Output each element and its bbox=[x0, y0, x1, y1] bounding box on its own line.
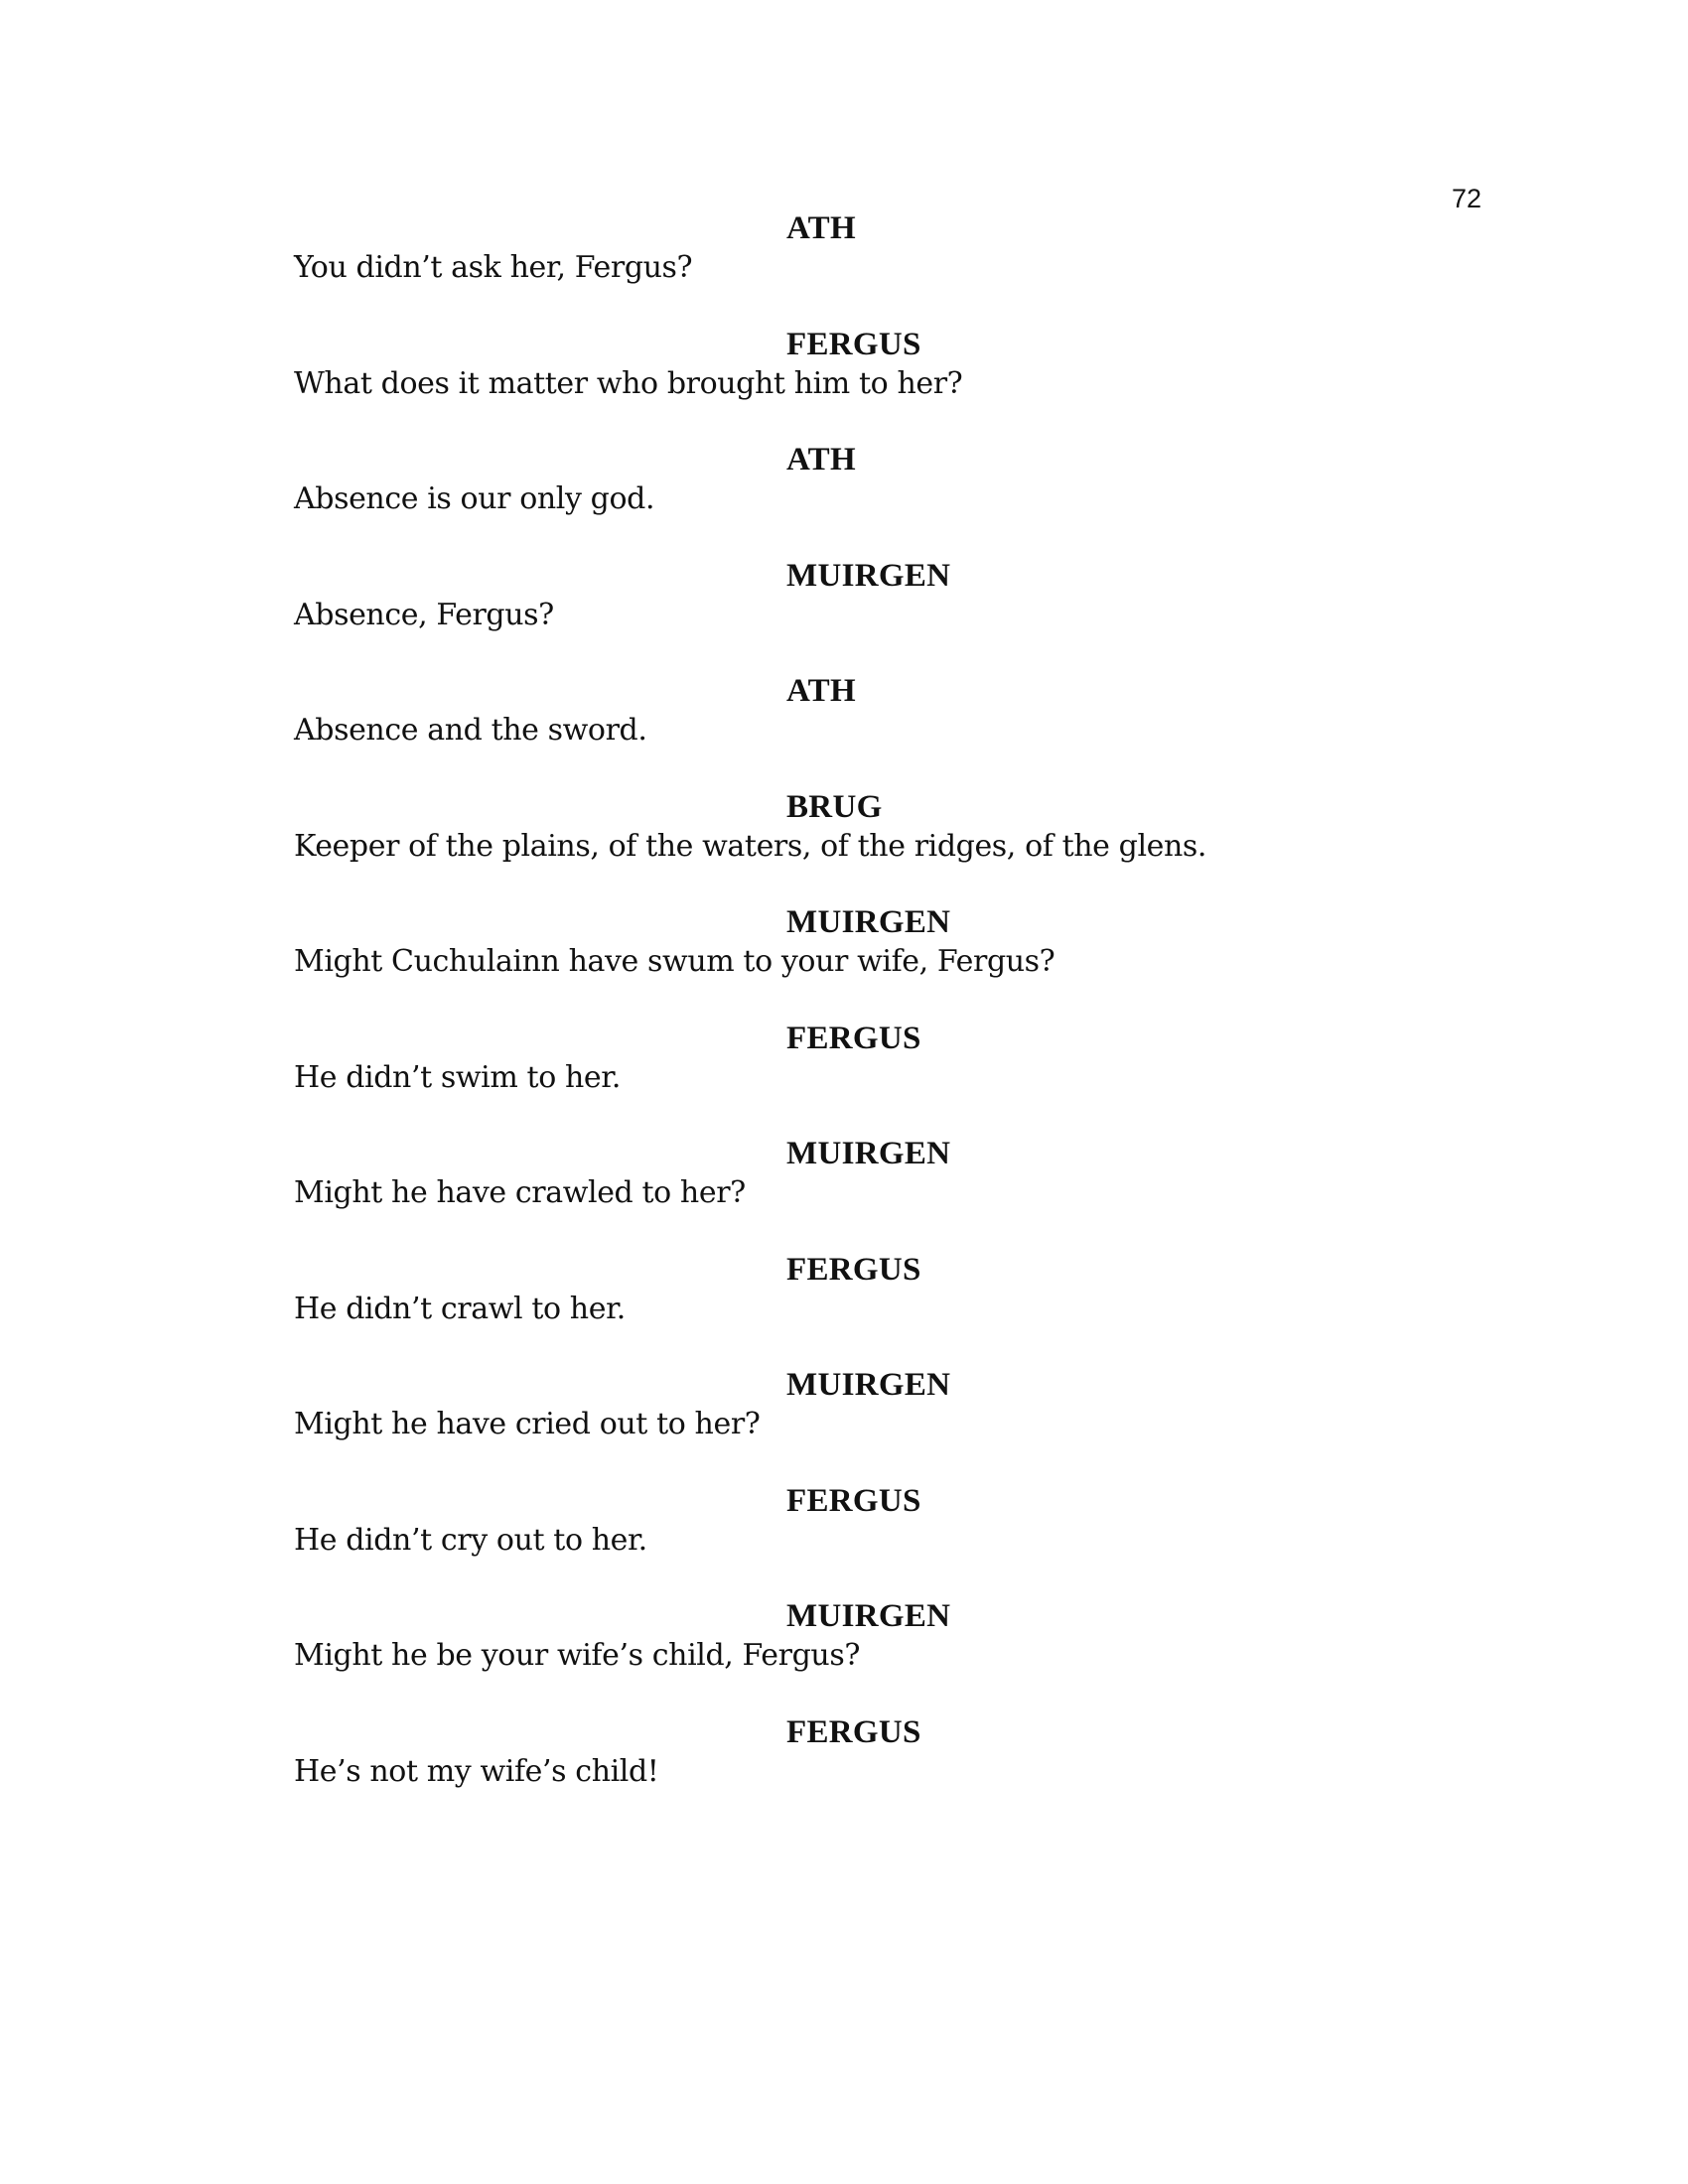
dialogue-line: He didn’t cry out to her. bbox=[294, 1522, 647, 1558]
dialogue-exchange bbox=[294, 902, 1485, 1019]
dialogue-exchange bbox=[294, 1596, 1485, 1712]
speaker-name: ATH bbox=[786, 442, 856, 478]
speaker-name: FERGUS bbox=[786, 1020, 921, 1056]
dialogue-line: Keeper of the plains, of the waters, of the ridges, of the glens. bbox=[294, 828, 1207, 864]
dialogue-exchange bbox=[294, 1019, 1485, 1135]
script-dialogue bbox=[294, 208, 1485, 1828]
dialogue-exchange bbox=[294, 787, 1485, 903]
dialogue-exchange bbox=[294, 440, 1485, 556]
dialogue-exchange bbox=[294, 1481, 1485, 1597]
dialogue-exchange bbox=[294, 1365, 1485, 1481]
dialogue-line: Might he be your wife’s child, Fergus? bbox=[294, 1638, 861, 1673]
speaker-name: MUIRGEN bbox=[786, 557, 951, 594]
dialogue-line: You didn’t ask her, Fergus? bbox=[294, 250, 693, 285]
dialogue-line: Might he have crawled to her? bbox=[294, 1175, 746, 1210]
dialogue-line: Absence is our only god. bbox=[294, 481, 655, 516]
dialogue-exchange bbox=[294, 671, 1485, 787]
speaker-name: FERGUS bbox=[786, 326, 921, 362]
speaker-name: MUIRGEN bbox=[786, 904, 951, 940]
speaker-name: FERGUS bbox=[786, 1713, 921, 1750]
dialogue-line: He didn’t crawl to her. bbox=[294, 1291, 626, 1326]
dialogue-exchange bbox=[294, 325, 1485, 441]
dialogue-exchange bbox=[294, 556, 1485, 672]
speaker-name: BRUG bbox=[786, 788, 883, 825]
dialogue-line: He didn’t swim to her. bbox=[294, 1059, 622, 1095]
dialogue-line: Might Cuchulainn have swum to your wife, Fergus? bbox=[294, 944, 1055, 979]
speaker-name: MUIRGEN bbox=[786, 1136, 951, 1171]
speaker-name: ATH bbox=[786, 673, 856, 709]
speaker-name: ATH bbox=[786, 210, 856, 246]
dialogue-exchange bbox=[294, 208, 1485, 325]
page-number: 72 bbox=[1452, 184, 1482, 213]
speaker-name: MUIRGEN bbox=[786, 1367, 951, 1403]
dialogue-line: Absence, Fergus? bbox=[294, 597, 554, 632]
dialogue-line: Might he have cried out to her? bbox=[294, 1407, 761, 1441]
speaker-name: FERGUS bbox=[786, 1482, 921, 1519]
dialogue-line: He’s not my wife’s child! bbox=[294, 1753, 659, 1789]
dialogue-exchange bbox=[294, 1134, 1485, 1250]
dialogue-exchange bbox=[294, 1250, 1485, 1366]
dialogue-exchange bbox=[294, 1712, 1485, 1829]
speaker-name: FERGUS bbox=[786, 1251, 921, 1288]
dialogue-line: Absence and the sword. bbox=[294, 713, 647, 748]
dialogue-line: What does it matter who brought him to her? bbox=[294, 365, 963, 401]
speaker-name: MUIRGEN bbox=[786, 1598, 951, 1634]
